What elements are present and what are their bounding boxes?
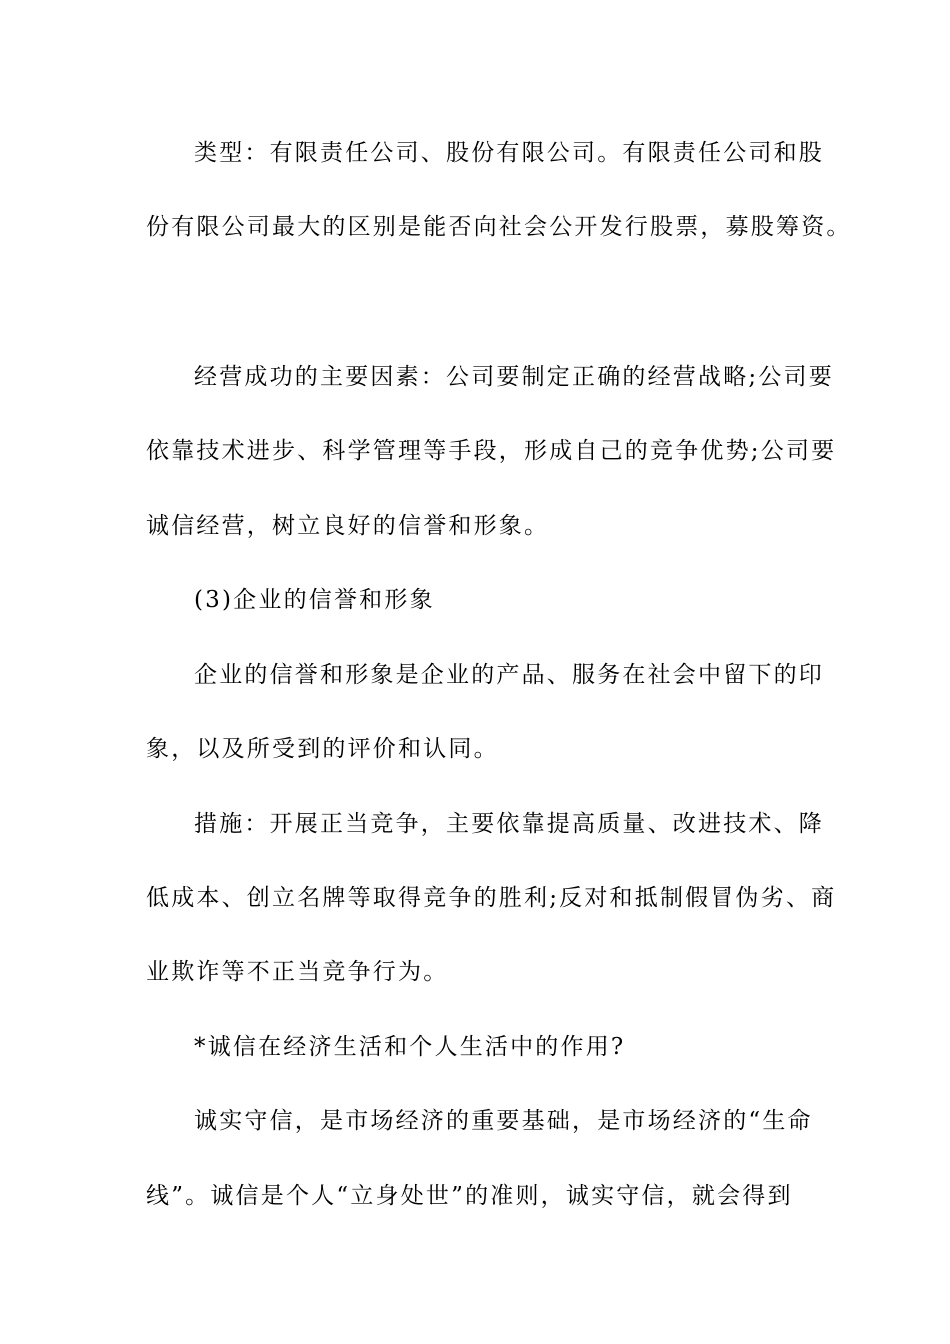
paragraph-company-types-line-1: 类型：有限责任公司、股份有限公司。有限责任公司和股	[194, 140, 824, 166]
paragraph-company-types-line-2: 份有限公司最大的区别是能否向社会公开发行股票，募股筹资。	[146, 214, 852, 240]
paragraph-reputation-line-1: 企业的信誉和形象是企业的产品、服务在社会中留下的印	[194, 662, 824, 688]
paragraph-success-factors-line-2: 依靠技术进步、科学管理等手段，形成自己的竞争优势;公司要	[146, 438, 837, 464]
integrity-question: *诚信在经济生活和个人生活中的作用?	[194, 1034, 626, 1060]
paragraph-success-factors-line-1: 经营成功的主要因素：公司要制定正确的经营战略;公司要	[194, 364, 834, 390]
paragraph-measures-line-2: 低成本、创立名牌等取得竞争的胜利;反对和抵制假冒伪劣、商	[146, 885, 837, 911]
paragraph-integrity-answer-line-2: 线”。诚信是个人“立身处世”的准则，诚实守信，就会得到	[146, 1183, 793, 1209]
paragraph-reputation-line-2: 象，以及所受到的评价和认同。	[146, 736, 499, 762]
paragraph-measures-line-1: 措施：开展正当竞争，主要依靠提高质量、改进技术、降	[194, 811, 824, 837]
section-heading-3: (3)企业的信誉和形象	[194, 587, 435, 613]
paragraph-measures-line-3: 业欺诈等不正当竞争行为。	[146, 959, 449, 985]
paragraph-success-factors-line-3: 诚信经营，树立良好的信誉和形象。	[146, 513, 550, 539]
paragraph-integrity-answer-line-1: 诚实守信，是市场经济的重要基础，是市场经济的“生命	[194, 1108, 813, 1134]
